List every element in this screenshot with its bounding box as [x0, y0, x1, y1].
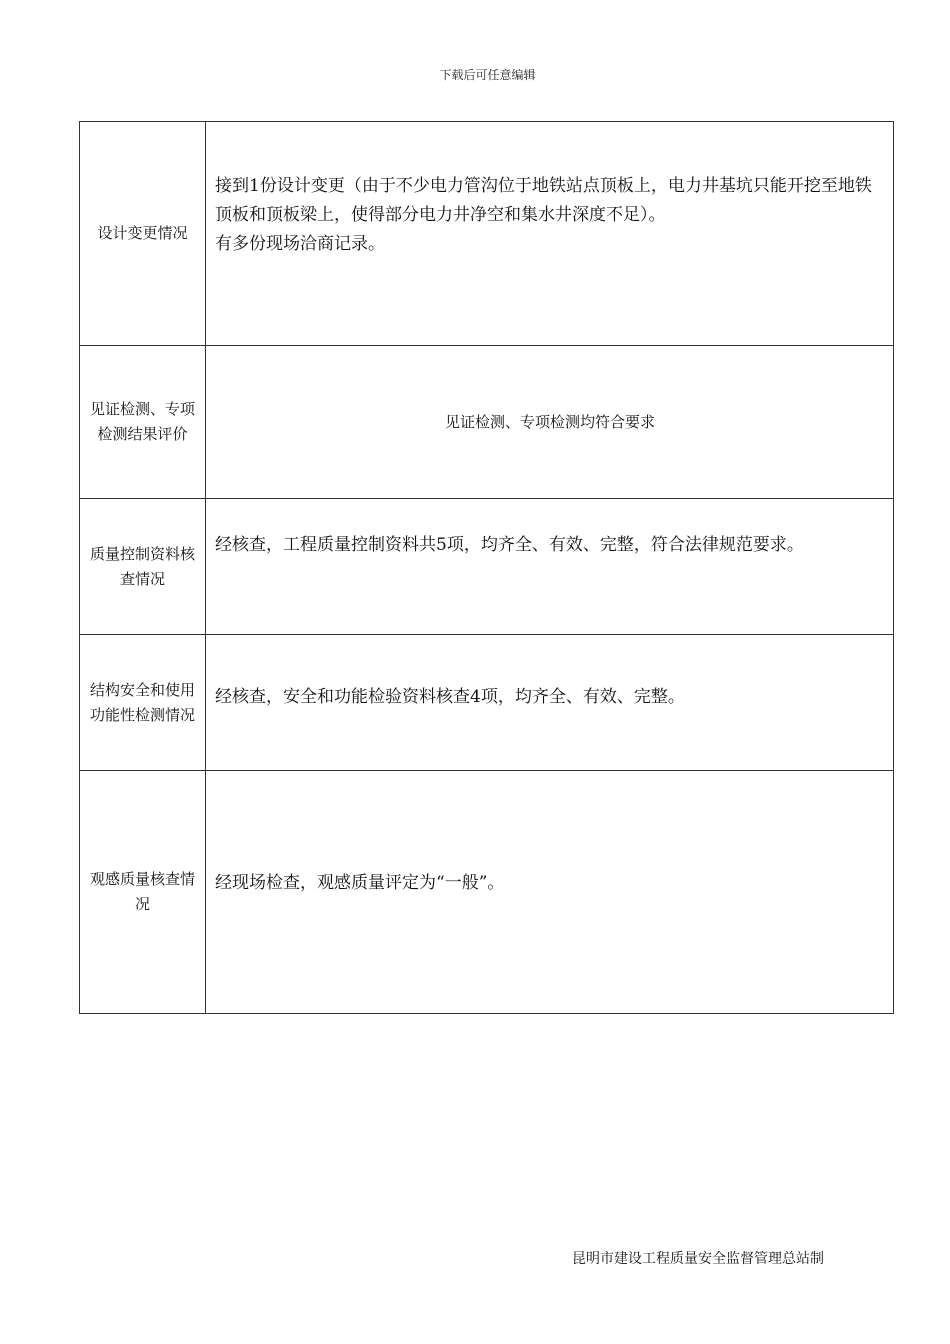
- row-content: [206, 346, 894, 499]
- row-label: 设计变更情况: [80, 122, 206, 346]
- row-label: 观感质量核查情况: [80, 771, 206, 1014]
- content-line: 经核查，工程质量控制资料共5项，均齐全、有效、完整，符合法律规范要求。: [215, 534, 804, 555]
- row-label: 质量控制资料核查情况: [80, 499, 206, 635]
- content-line: 见证检测、专项检测均符合要求: [444, 412, 655, 431]
- row-label: 结构安全和使用功能性检测情况: [80, 635, 206, 771]
- row-label: 见证检测、专项检测结果评价: [80, 346, 206, 499]
- table-row-appearance-quality: [80, 771, 894, 1014]
- inspection-table: [79, 121, 894, 1014]
- content-line: 经现场检查，观感质量评定为“一般”。: [215, 872, 505, 893]
- header-note: 下载后可任意编辑: [439, 68, 536, 82]
- footer-organization: 昆明市建设工程质量安全监督管理总站制: [572, 1251, 824, 1267]
- table-row-quality-control: [80, 499, 894, 635]
- table-row-design-change: [80, 122, 894, 346]
- content-line: 经核查，安全和功能检验资料核查4项，均齐全、有效、完整。: [215, 687, 685, 707]
- content-line: 接到1份设计变更（由于不少电力管沟位于地铁站点顶板上，电力井基坑只能开挖至地铁顶板和顶板梁上，使得部分电力井净空和集水井深度不足）。: [215, 176, 872, 225]
- row-content: [206, 635, 894, 771]
- row-content: [206, 771, 894, 1014]
- row-content: [206, 122, 894, 346]
- table-row-witness-testing: [80, 346, 894, 499]
- content-line: 有多份现场洽商记录。: [215, 234, 385, 254]
- row-content: [206, 499, 894, 635]
- table-row-structural-safety: [80, 635, 894, 771]
